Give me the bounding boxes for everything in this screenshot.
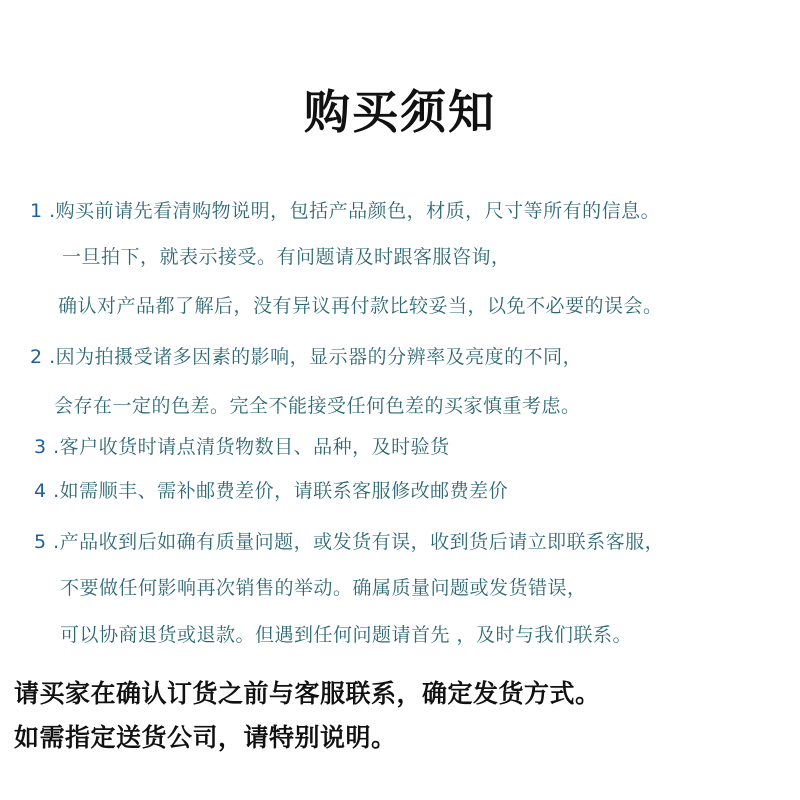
notice-item-5	[34, 527, 664, 557]
item-text: 购买前请先看清购物说明，包括产品颜色，材质，尺寸等所有的信息。	[55, 200, 661, 222]
item-text: 客户收货时请点清货物数目、品种，及时验货	[59, 436, 450, 458]
item-number: 3 .	[34, 436, 60, 458]
item-number: 2 .	[30, 346, 56, 368]
notice-item-5-line-3: 可以协商退货或退款。但遇到任何问题请首先 ，及时与我们联系。	[60, 624, 633, 646]
footer-note-2: 如需指定送货公司，请特别说明。	[14, 723, 397, 752]
notice-item-1-line-2: 一旦拍下，就表示接受。有问题请及时跟客服咨询，	[62, 246, 511, 268]
item-number: 1 .	[30, 200, 56, 222]
item-text: 如需顺丰、需补邮费差价，请联系客服修改邮费差价	[59, 480, 509, 502]
item-text: 产品收到后如确有质量问题，或发货有误，收到货后请立即联系客服，	[59, 531, 665, 553]
notice-item-1-line-3: 确认对产品都了解后，没有异议再付款比较妥当，以免不必要的误会。	[58, 295, 663, 317]
item-text: 因为拍摄受诸多因素的影响，显示器的分辨率及亮度的不同，	[55, 346, 583, 368]
notice-item-5-line-2: 不要做任何影响再次销售的举动。确属质量问题或发货错误，	[60, 577, 587, 599]
page-title: 购买须知	[304, 85, 496, 139]
notice-item-1	[30, 196, 660, 226]
item-number: 4 .	[34, 480, 60, 502]
item-number: 5 .	[34, 531, 60, 553]
notice-item-3	[34, 432, 450, 462]
notice-item-2	[30, 342, 582, 372]
notice-item-2-line-2: 会存在一定的色差。完全不能接受任何色差的买家慎重考虑。	[54, 395, 581, 417]
notice-item-4	[34, 476, 508, 506]
footer-note-1: 请买家在确认订货之前与客服联系，确定发货方式。	[14, 679, 601, 708]
